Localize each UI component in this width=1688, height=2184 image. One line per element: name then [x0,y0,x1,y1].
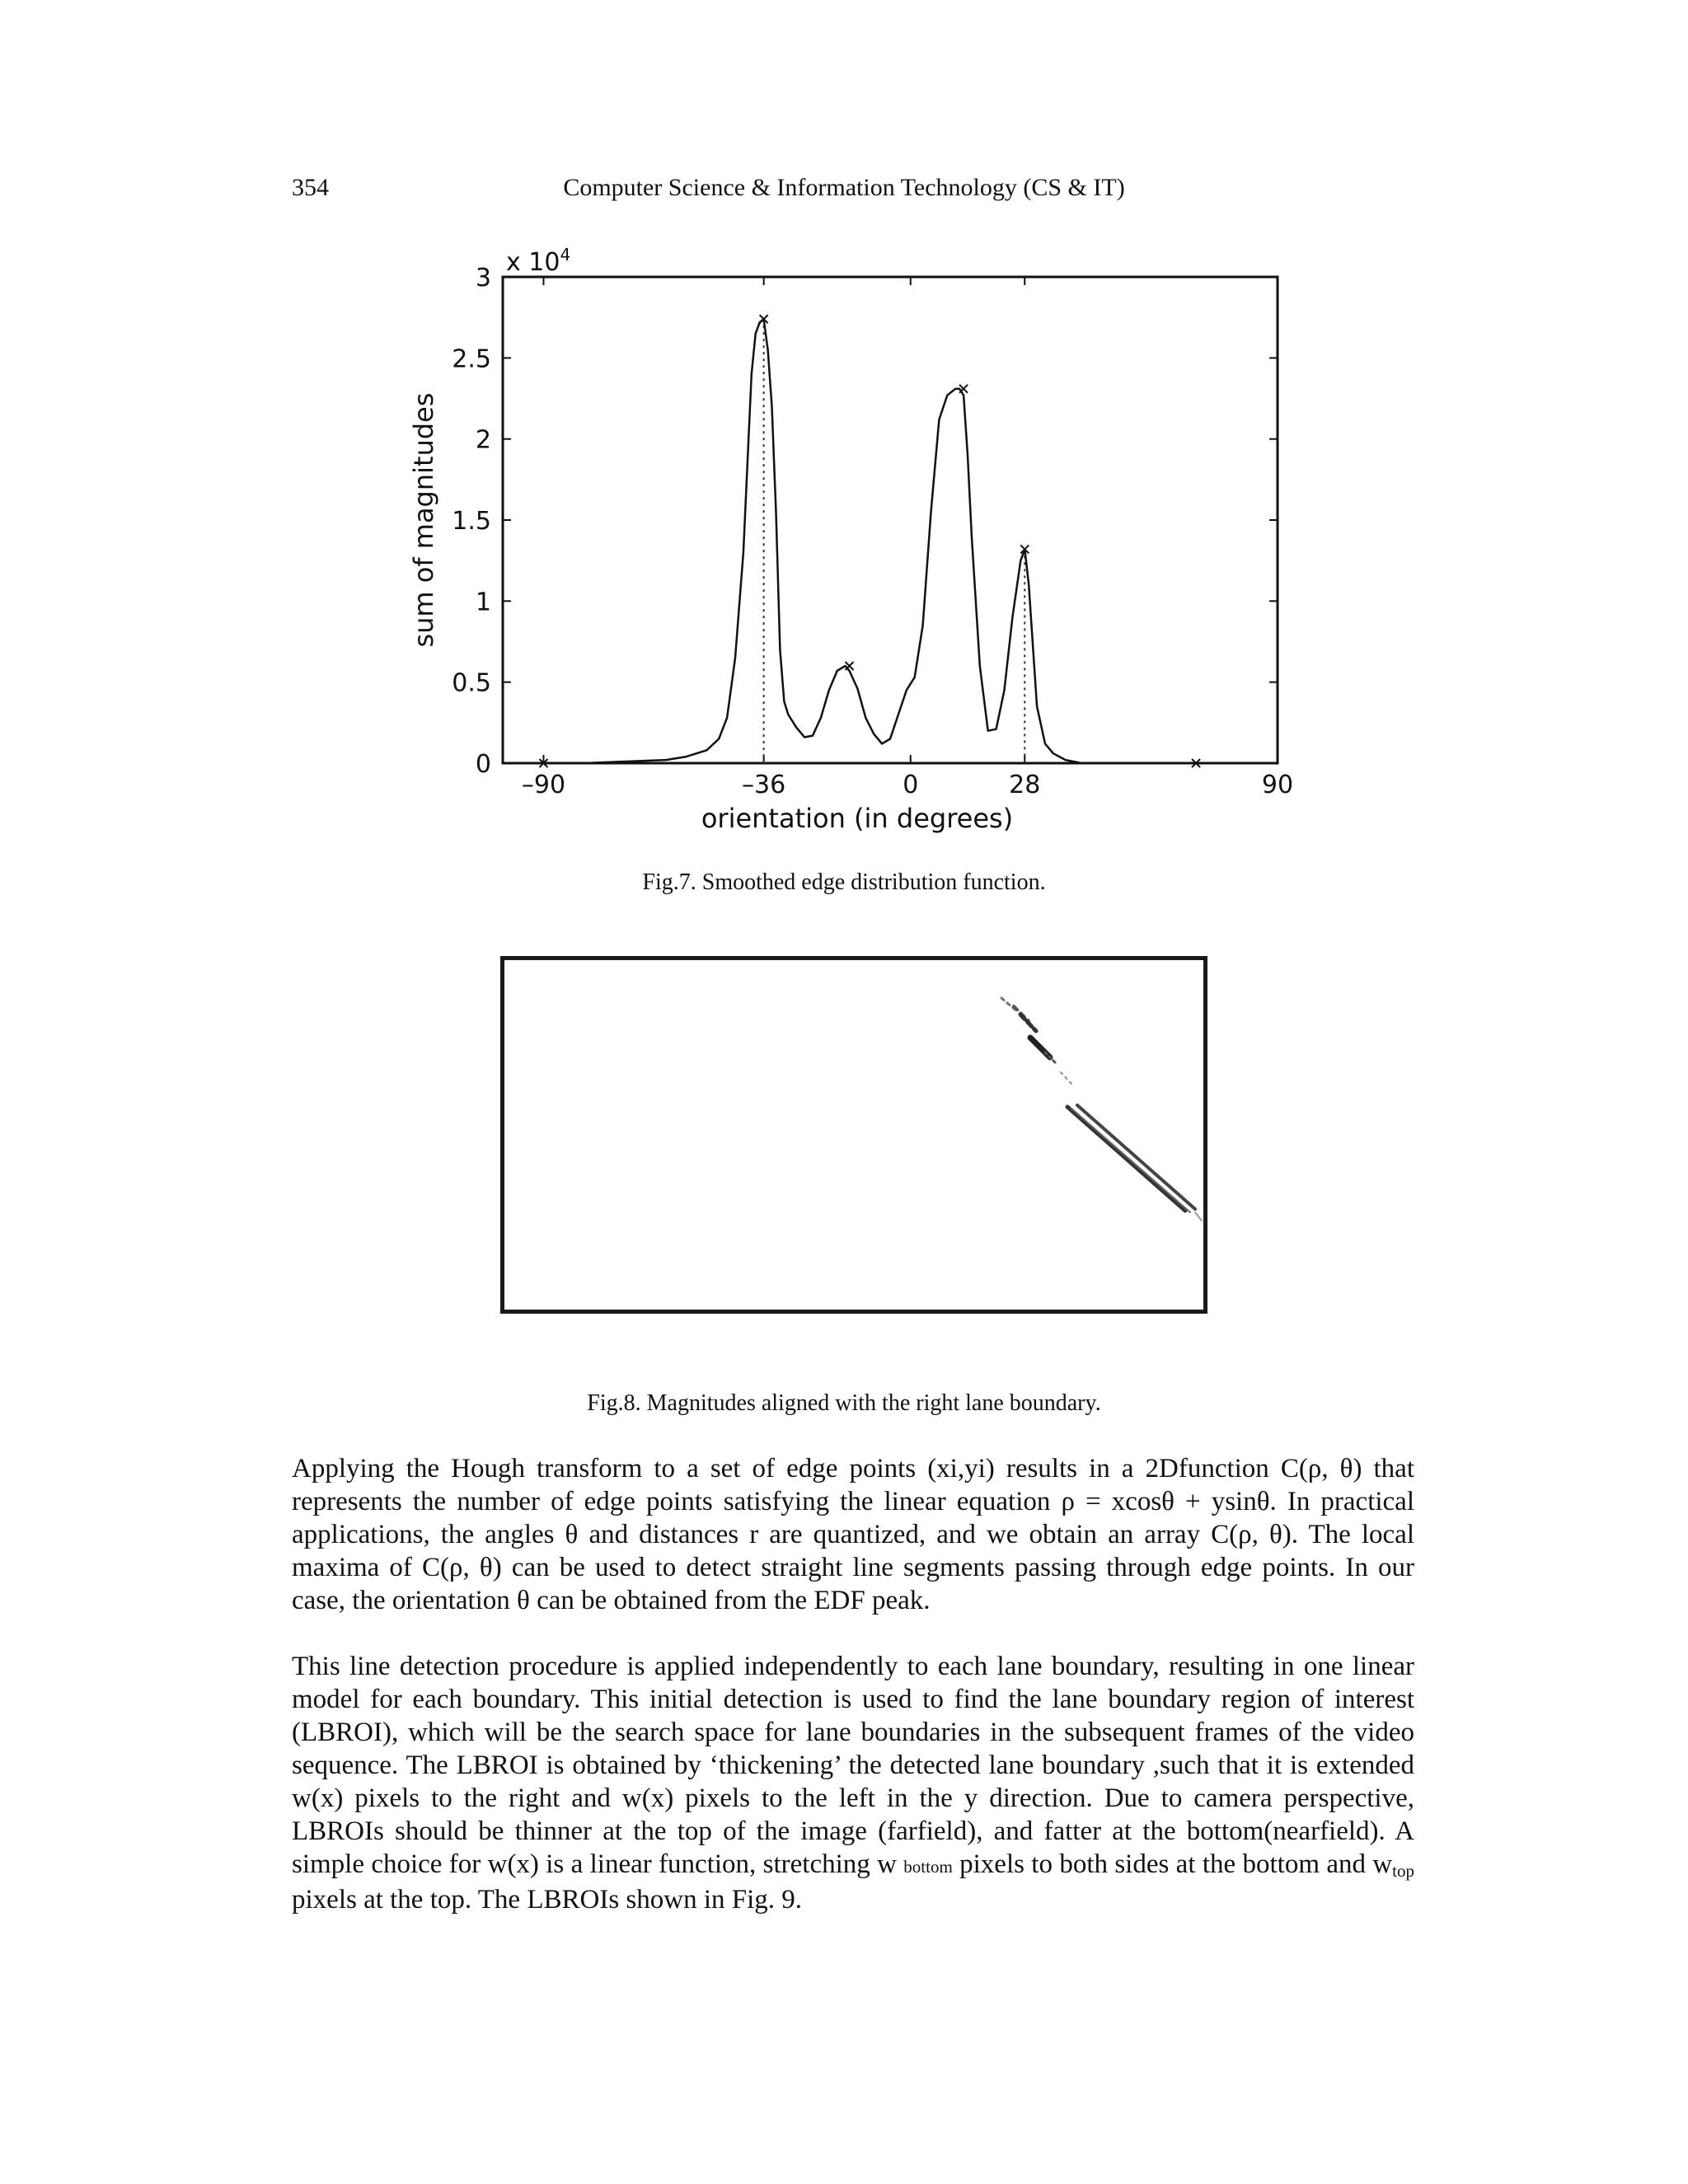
plot-frame [503,277,1278,763]
paragraph-lbroi-text-3: pixels at the top. The LBROIs shown in Fig. 9. [292,1885,803,1915]
x-tick-label: 0 [903,771,919,799]
x-tick-label: –90 [521,771,566,799]
page-number: 354 [292,174,329,201]
y-multiplier-exponent: 4 [560,245,571,265]
y-tick-label: 1.5 [452,507,491,536]
y-tick-label: 0 [475,750,491,779]
paragraph-lbroi [292,1650,1414,1916]
y-multiplier-label: x $10^4$ [506,245,571,277]
y-tick-label: 0.5 [452,668,491,698]
paragraph-hough-transform: Applying the Hough transform to a set of edge points (xi,yi) results in a 2Dfunction C(ρ, θ) that represents the number of edge points satisfying the linear equation ρ = xcosθ + ysinθ. In practical applications, the angles θ and distances r are quantized, and we obtain an array C(ρ, θ). The local maxima of C(ρ, θ) can be used to detect straight line segments passing through edge points. In our case, the orientation θ can be obtained from the EDF peak. [292,1454,1414,1615]
lane-magnitudes-image [500,956,1207,1314]
x-tick-label: 90 [1261,771,1294,799]
subscript-bottom: bottom [903,1857,953,1877]
x-axis-label: orientation (in degrees) [701,803,1014,834]
y-tick-label: 2 [475,425,491,455]
running-title: Computer Science & Information Technology (CS & IT) [563,174,1125,201]
y-tick-label: 1 [475,588,491,617]
y-axis-label: sum of magnitudes [408,392,439,648]
x-tick-label: –36 [742,771,786,799]
x-tick-label: 28 [1009,771,1041,799]
figure8-caption: Fig.8. Magnitudes aligned with the right lane boundary. [587,1390,1101,1416]
y-tick-label: 3 [475,264,491,293]
lane-magnitude-streaks [504,960,1203,1310]
figure7-caption: Fig.7. Smoothed edge distribution function. [642,869,1046,895]
subscript-top: top [1392,1861,1414,1881]
y-tick-label: 2.5 [452,344,491,374]
edf-series-line [544,319,1278,763]
paragraph-lbroi-text-1: This line detection procedure is applied independently to each lane boundary, resulting in one linear model for each boundary. This initial detection is used to find the lane boundary region of interest (LBROI), which will be the search space for lane boundaries in the subsequent frames of the video sequence. The LBROI is obtained by ‘thickening’ the detected lane boundary ,such that it is extended w(x) pixels to the right and w(x) pixels to the left in the y direction. Due to camera perspective, LBROIs should be thinner at the top of the image (farfield), and fatter at the bottom(nearfield). A simple choice for w(x) is a linear function, stretching w [292,1652,1414,1879]
paragraph-lbroi-text-2: pixels to both sides at the bottom and w [959,1849,1393,1879]
edf-chart [396,239,1302,841]
